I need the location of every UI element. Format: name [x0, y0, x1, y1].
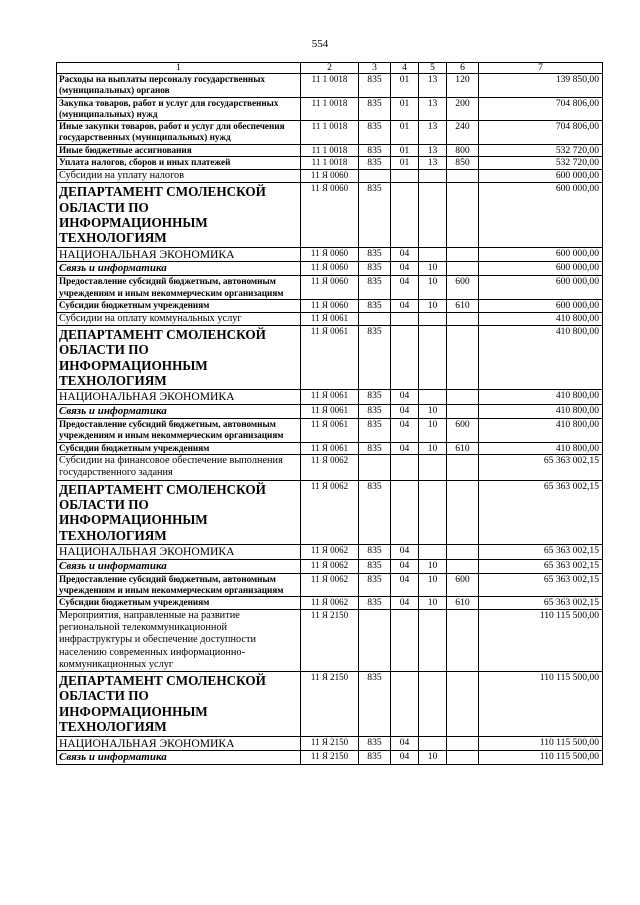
section-code: 04 [391, 276, 419, 300]
section-code: 04 [391, 299, 419, 312]
table-row [57, 573, 603, 597]
ministry-code: 835 [359, 419, 391, 443]
ministry-code: 835 [359, 736, 391, 751]
section-code: 04 [391, 419, 419, 443]
amount: 600 000,00 [479, 247, 603, 262]
table-row [57, 325, 603, 390]
expense-type-code: 200 [447, 97, 479, 121]
target-code: 11 Я 0061 [301, 442, 359, 455]
expense-type-code [447, 736, 479, 751]
row-name: Связь и информатика [57, 751, 301, 765]
target-code: 11 1 0018 [301, 97, 359, 121]
table-row [57, 419, 603, 443]
ministry-code: 835 [359, 597, 391, 610]
table-row [57, 559, 603, 573]
row-name: Иные закупки товаров, работ и услуг для обеспечения государственных (муниципальных) нужд [57, 121, 301, 145]
table-row [57, 751, 603, 765]
ministry-code: 835 [359, 262, 391, 276]
expense-type-code [447, 545, 479, 560]
section-code: 04 [391, 545, 419, 560]
table-row [57, 545, 603, 560]
table-row [57, 672, 603, 737]
table-row [57, 262, 603, 276]
row-name: Субсидии бюджетным учреждениям [57, 299, 301, 312]
amount: 410 800,00 [479, 405, 603, 419]
section-code: 04 [391, 597, 419, 610]
amount: 410 800,00 [479, 325, 603, 390]
amount: 600 000,00 [479, 262, 603, 276]
budget-table [56, 62, 603, 765]
section-code: 01 [391, 121, 419, 145]
ministry-code: 835 [359, 559, 391, 573]
amount: 410 800,00 [479, 312, 603, 325]
table-row [57, 276, 603, 300]
table-row [57, 247, 603, 262]
table-row [57, 390, 603, 405]
row-name: ДЕПАРТАМЕНТ СМОЛЕНСКОЙ ОБЛАСТИ ПО ИНФОРМАЦИОННЫМ ТЕХНОЛОГИЯМ [57, 672, 301, 737]
subsection-code: 10 [419, 442, 447, 455]
ministry-code [359, 169, 391, 182]
ministry-code: 835 [359, 183, 391, 248]
subsection-code: 10 [419, 419, 447, 443]
expense-type-code: 800 [447, 144, 479, 157]
target-code: 11 Я 0062 [301, 597, 359, 610]
amount: 532 720,00 [479, 144, 603, 157]
section-code: 04 [391, 559, 419, 573]
target-code: 11 Я 2150 [301, 672, 359, 737]
target-code: 11 Я 2150 [301, 751, 359, 765]
row-name: НАЦИОНАЛЬНАЯ ЭКОНОМИКА [57, 736, 301, 751]
expense-type-code [447, 610, 479, 672]
expense-type-code [447, 183, 479, 248]
amount: 600 000,00 [479, 169, 603, 182]
expense-type-code: 610 [447, 442, 479, 455]
subsection-code: 13 [419, 74, 447, 98]
subsection-code: 13 [419, 121, 447, 145]
section-code: 04 [391, 751, 419, 765]
section-code [391, 610, 419, 672]
target-code: 11 1 0018 [301, 121, 359, 145]
section-code [391, 672, 419, 737]
expense-type-code [447, 169, 479, 182]
subsection-code [419, 169, 447, 182]
expense-type-code [447, 480, 479, 545]
row-name: Уплата налогов, сборов и иных платежей [57, 157, 301, 170]
subsection-code: 10 [419, 299, 447, 312]
row-name: Предоставление субсидий бюджетным, автономным учреждениям и иным некоммерческим организациям [57, 276, 301, 300]
amount: 65 363 002,15 [479, 545, 603, 560]
ministry-code: 835 [359, 405, 391, 419]
ministry-code: 835 [359, 442, 391, 455]
table-row [57, 597, 603, 610]
row-name: ДЕПАРТАМЕНТ СМОЛЕНСКОЙ ОБЛАСТИ ПО ИНФОРМАЦИОННЫМ ТЕХНОЛОГИЯМ [57, 183, 301, 248]
row-name: Иные бюджетные ассигнования [57, 144, 301, 157]
section-code: 04 [391, 262, 419, 276]
subsection-code [419, 390, 447, 405]
section-code [391, 480, 419, 545]
column-header: 7 [479, 63, 603, 74]
amount: 65 363 002,15 [479, 597, 603, 610]
amount: 110 115 500,00 [479, 751, 603, 765]
subsection-code: 10 [419, 276, 447, 300]
row-name: Субсидии на оплату коммунальных услуг [57, 312, 301, 325]
row-name: Субсидии на финансовое обеспечение выполнения государственного задания [57, 455, 301, 480]
target-code: 11 Я 0060 [301, 299, 359, 312]
table-row [57, 169, 603, 182]
row-name: Субсидии бюджетным учреждениям [57, 442, 301, 455]
table-row [57, 299, 603, 312]
ministry-code: 835 [359, 299, 391, 312]
row-name: Предоставление субсидий бюджетным, автономным учреждениям и иным некоммерческим организациям [57, 419, 301, 443]
ministry-code: 835 [359, 390, 391, 405]
section-code: 01 [391, 157, 419, 170]
amount: 110 115 500,00 [479, 736, 603, 751]
subsection-code [419, 247, 447, 262]
row-name: НАЦИОНАЛЬНАЯ ЭКОНОМИКА [57, 390, 301, 405]
section-code: 04 [391, 405, 419, 419]
subsection-code [419, 480, 447, 545]
expense-type-code: 850 [447, 157, 479, 170]
table-row [57, 480, 603, 545]
subsection-code: 10 [419, 262, 447, 276]
section-code: 01 [391, 144, 419, 157]
table-row [57, 405, 603, 419]
target-code: 11 Я 2150 [301, 736, 359, 751]
target-code: 11 Я 0061 [301, 419, 359, 443]
target-code: 11 Я 0061 [301, 325, 359, 390]
page-number: 554 [311, 38, 329, 50]
target-code: 11 1 0018 [301, 144, 359, 157]
target-code: 11 Я 0060 [301, 262, 359, 276]
amount: 410 800,00 [479, 442, 603, 455]
row-name: Закупка товаров, работ и услуг для государственных (муниципальных) нужд [57, 97, 301, 121]
section-code [391, 312, 419, 325]
target-code: 11 Я 2150 [301, 610, 359, 672]
table-row [57, 736, 603, 751]
expense-type-code [447, 390, 479, 405]
target-code: 11 Я 0062 [301, 559, 359, 573]
expense-type-code [447, 455, 479, 480]
target-code: 11 Я 0061 [301, 312, 359, 325]
expense-type-code [447, 405, 479, 419]
expense-type-code [447, 325, 479, 390]
amount: 410 800,00 [479, 390, 603, 405]
target-code: 11 Я 0062 [301, 480, 359, 545]
column-header: 5 [419, 63, 447, 74]
subsection-code [419, 610, 447, 672]
target-code: 11 Я 0061 [301, 405, 359, 419]
target-code: 11 Я 0060 [301, 169, 359, 182]
section-code [391, 183, 419, 248]
amount: 600 000,00 [479, 183, 603, 248]
row-name: Предоставление субсидий бюджетным, автономным учреждениям и иным некоммерческим организациям [57, 573, 301, 597]
table-row [57, 455, 603, 480]
target-code: 11 Я 0061 [301, 390, 359, 405]
table-row [57, 74, 603, 98]
expense-type-code: 240 [447, 121, 479, 145]
section-code: 04 [391, 247, 419, 262]
amount: 704 806,00 [479, 97, 603, 121]
expense-type-code [447, 262, 479, 276]
ministry-code: 835 [359, 144, 391, 157]
amount: 532 720,00 [479, 157, 603, 170]
subsection-code: 13 [419, 144, 447, 157]
section-code [391, 325, 419, 390]
ministry-code: 835 [359, 74, 391, 98]
ministry-code: 835 [359, 276, 391, 300]
target-code: 11 Я 0062 [301, 573, 359, 597]
table-row [57, 442, 603, 455]
column-header: 3 [359, 63, 391, 74]
ministry-code: 835 [359, 247, 391, 262]
amount: 65 363 002,15 [479, 559, 603, 573]
expense-type-code: 600 [447, 419, 479, 443]
section-code [391, 169, 419, 182]
row-name: НАЦИОНАЛЬНАЯ ЭКОНОМИКА [57, 545, 301, 560]
column-header: 4 [391, 63, 419, 74]
subsection-code [419, 545, 447, 560]
row-name: Связь и информатика [57, 405, 301, 419]
table-row [57, 157, 603, 170]
expense-type-code [447, 672, 479, 737]
amount: 410 800,00 [479, 419, 603, 443]
ministry-code: 835 [359, 573, 391, 597]
target-code: 11 Я 0060 [301, 276, 359, 300]
amount: 65 363 002,15 [479, 455, 603, 480]
expense-type-code: 600 [447, 573, 479, 597]
section-code: 04 [391, 736, 419, 751]
table-row [57, 144, 603, 157]
ministry-code [359, 610, 391, 672]
section-code: 01 [391, 97, 419, 121]
subsection-code [419, 455, 447, 480]
column-header: 2 [301, 63, 359, 74]
subsection-code [419, 325, 447, 390]
table-row [57, 610, 603, 672]
expense-type-code [447, 312, 479, 325]
ministry-code: 835 [359, 480, 391, 545]
row-name: Связь и информатика [57, 559, 301, 573]
section-code: 01 [391, 74, 419, 98]
amount: 110 115 500,00 [479, 672, 603, 737]
ministry-code: 835 [359, 545, 391, 560]
ministry-code: 835 [359, 325, 391, 390]
expense-type-code: 610 [447, 299, 479, 312]
ministry-code [359, 312, 391, 325]
table-row [57, 97, 603, 121]
section-code: 04 [391, 573, 419, 597]
amount: 600 000,00 [479, 276, 603, 300]
column-header-row [57, 63, 603, 74]
row-name: Связь и информатика [57, 262, 301, 276]
subsection-code [419, 672, 447, 737]
target-code: 11 1 0018 [301, 74, 359, 98]
amount: 704 806,00 [479, 121, 603, 145]
ministry-code: 835 [359, 751, 391, 765]
expense-type-code [447, 751, 479, 765]
section-code: 04 [391, 442, 419, 455]
table-row [57, 121, 603, 145]
row-name: Расходы на выплаты персоналу государственных (муниципальных) органов [57, 74, 301, 98]
section-code: 04 [391, 390, 419, 405]
column-header: 6 [447, 63, 479, 74]
subsection-code [419, 312, 447, 325]
expense-type-code: 610 [447, 597, 479, 610]
expense-type-code [447, 247, 479, 262]
subsection-code [419, 736, 447, 751]
target-code: 11 Я 0060 [301, 247, 359, 262]
target-code: 11 Я 0060 [301, 183, 359, 248]
ministry-code: 835 [359, 97, 391, 121]
ministry-code: 835 [359, 121, 391, 145]
section-code [391, 455, 419, 480]
amount: 600 000,00 [479, 299, 603, 312]
ministry-code: 835 [359, 157, 391, 170]
subsection-code: 13 [419, 97, 447, 121]
column-header: 1 [57, 63, 301, 74]
target-code: 11 Я 0062 [301, 545, 359, 560]
amount: 65 363 002,15 [479, 480, 603, 545]
subsection-code: 10 [419, 559, 447, 573]
ministry-code: 835 [359, 672, 391, 737]
amount: 139 850,00 [479, 74, 603, 98]
amount: 110 115 500,00 [479, 610, 603, 672]
row-name: ДЕПАРТАМЕНТ СМОЛЕНСКОЙ ОБЛАСТИ ПО ИНФОРМАЦИОННЫМ ТЕХНОЛОГИЯМ [57, 480, 301, 545]
subsection-code: 10 [419, 405, 447, 419]
subsection-code: 10 [419, 597, 447, 610]
row-name: Субсидии на уплату налогов [57, 169, 301, 182]
target-code: 11 Я 0062 [301, 455, 359, 480]
table-row [57, 183, 603, 248]
subsection-code: 10 [419, 573, 447, 597]
subsection-code: 10 [419, 751, 447, 765]
target-code: 11 1 0018 [301, 157, 359, 170]
subsection-code [419, 183, 447, 248]
expense-type-code [447, 559, 479, 573]
expense-type-code: 600 [447, 276, 479, 300]
amount: 65 363 002,15 [479, 573, 603, 597]
row-name: НАЦИОНАЛЬНАЯ ЭКОНОМИКА [57, 247, 301, 262]
table-row [57, 312, 603, 325]
expense-type-code: 120 [447, 74, 479, 98]
row-name: Субсидии бюджетным учреждениям [57, 597, 301, 610]
row-name: ДЕПАРТАМЕНТ СМОЛЕНСКОЙ ОБЛАСТИ ПО ИНФОРМАЦИОННЫМ ТЕХНОЛОГИЯМ [57, 325, 301, 390]
ministry-code [359, 455, 391, 480]
subsection-code: 13 [419, 157, 447, 170]
row-name: Мероприятия, направленные на развитие региональной телекоммуникационной инфраструктуры и обеспечение доступности населению современных информационно-коммуникационных услуг [57, 610, 301, 672]
